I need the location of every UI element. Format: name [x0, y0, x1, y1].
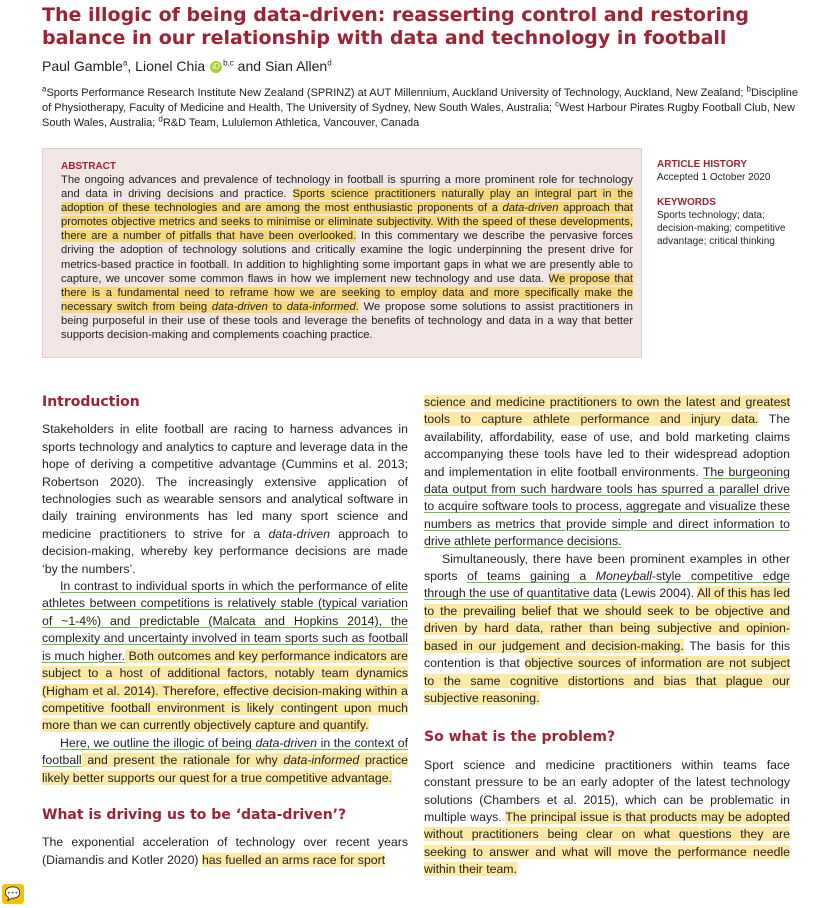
section-heading-driving: What is driving us to be ‘data-driven’?	[42, 806, 347, 823]
orcid-icon[interactable]: iD	[210, 61, 222, 73]
paragraph: The exponential acceleration of technology over recent years (Diamandis and Kotler 2020) has fuelled an arms race for sport	[42, 835, 408, 867]
abstract-heading: ABSTRACT	[61, 161, 116, 172]
author-name[interactable]: Paul Gamble	[42, 58, 123, 74]
affiliations: $^a$Sports Performance Research Institute New Zealand (SPRINZ) at AUT Millennium, Auckland University of Technology, Auckland, New Zealand; $^b$Discipline of Physiotherapy, Faculty of Medicine and Health, The University of Sydney, New South Wales, Australia; $^c$West Harbour Pirates Rugby Football Club, New South Wales, Australia; $^d$R&D Team, Lululemon Athletica, Vancouver, Canada	[42, 84, 799, 129]
paragraph: science and medicine practitioners to own the latest and greatest tools to capture athlete performance and injury data. The availability, affordability, ease of use, and bold marketing claims accompanying these tools have led to their widespread adoption and implementation in elite football environments. The burgeoning data output from such hardware tools has spurred a parallel drive to acquire software tools to process, aggregate and visualize these numbers as metrics that provide simple and direct information to drive athlete performance decisions.	[424, 395, 790, 549]
article-history-text: Accepted 1 October 2020	[657, 172, 771, 183]
keywords-heading: KEYWORDS	[657, 197, 716, 208]
author-name[interactable]: Sian Allen	[264, 58, 328, 74]
left-column	[42, 394, 408, 869]
article-sidebar	[657, 158, 797, 260]
author-list: Paul Gamble$^a$, Lionel Chia iD $^{b,c}$ and Sian Allen$^d$	[42, 58, 332, 74]
right-column	[424, 394, 790, 879]
abstract-text: The ongoing advances and prevalence of technology in football is spurring a more prominent role for technology and data in driving decisions and practice. Sports science practitioners naturally play an integral part in the adoption of these technologies and are among the most enthusiastic proponents of a data-driven approach that promotes objective metrics and seeks to minimise or eliminate subjectivity. With the speed of these developments, there are a number of pitfalls that have been overlooked. In this commentary we describe the pervasive forces driving the adoption of technology solutions and critically examine the logic underpinning the present drive for metrics-based practice in football. In addition to highlighting some important gaps in what we are presently able to capture, we uncover some common flaws in how we implement new technology and use data. We propose that there is a fundamental need to reframe how we are seeking to employ data and more specifically make the necessary switch from being data-driven to data-informed. We propose some solutions to assist practitioners in being purposeful in their use of these tools and leverage the benefits of technology and data in a way that better supports decision-making and complements coaching practice.	[61, 174, 633, 342]
section-heading-problem: So what is the problem?	[424, 729, 616, 746]
comment-icon[interactable]: 💬	[2, 884, 24, 904]
author-name[interactable]: Lionel Chia	[135, 58, 206, 74]
paragraph: In contrast to individual sports in which the performance of elite athletes between competitions is relatively stable (typical variation of ~1-4%) and predictable (Malcata and Hopkins 2014), the complexity and uncertainty involved in team sports such as football is much higher. Both outcomes and key performance indicators are subject to a host of additional factors, notably team dynamics (Higham et al. 2014). Therefore, effective decision-making within a competitive football environment is likely contingent upon much more than we can currently objectively capture and quantify.	[42, 579, 408, 733]
section-heading-introduction: Introduction	[42, 394, 140, 410]
abstract-box	[42, 148, 642, 358]
keywords-text: Sports technology; data; decision-making; competitive advantage; critical thinking	[657, 210, 786, 247]
article-history-heading: ARTICLE HISTORY	[657, 159, 748, 170]
paragraph: Sport science and medicine practitioners within teams face constant pressure to be an early adopter of the latest technology solutions (Chambers et al. 2015), which can be problematic in multiple ways. The principal issue is that products may be adopted without practitioners being clear on what questions they are seeking to answer and what will move the performance needle within their team.	[424, 757, 791, 877]
paragraph: Stakeholders in elite football are racing to harness advances in sports technology and analytics to capture and leverage data in the hope of deriving a competitive advantage (Cummins et al. 2013; Robertson 2020). The increasingly extensive application of technologies such as wearable sensors and analytical software in daily training environments has led many sport science and medicine practitioners to strive for a data-driven approach to decision-making, whereby key performance decisions are made ‘by the numbers’.	[42, 422, 408, 576]
article-title: The illogic of being data-driven: reasserting control and restoring balance in our relationship with data and technology in football	[42, 4, 749, 49]
paragraph: Simultaneously, there have been prominent examples in other sports of teams gaining a Moneyball-style competitive edge through the use of quantitative data (Lewis 2004). All of this has led to the prevailing belief that we should seek to be objective and driven by hard data, rather than being subjective and opinion-based in our judgement and decision-making. The basis for this contention is that objective sources of information are not subject to the same cognitive distortions and bias that plague our subjective reasoning.	[424, 551, 791, 705]
paragraph: Here, we outline the illogic of being data-driven in the context of football and present the rationale for why data-informed practice likely better supports our quest for a true competitive advantage.	[42, 735, 408, 785]
